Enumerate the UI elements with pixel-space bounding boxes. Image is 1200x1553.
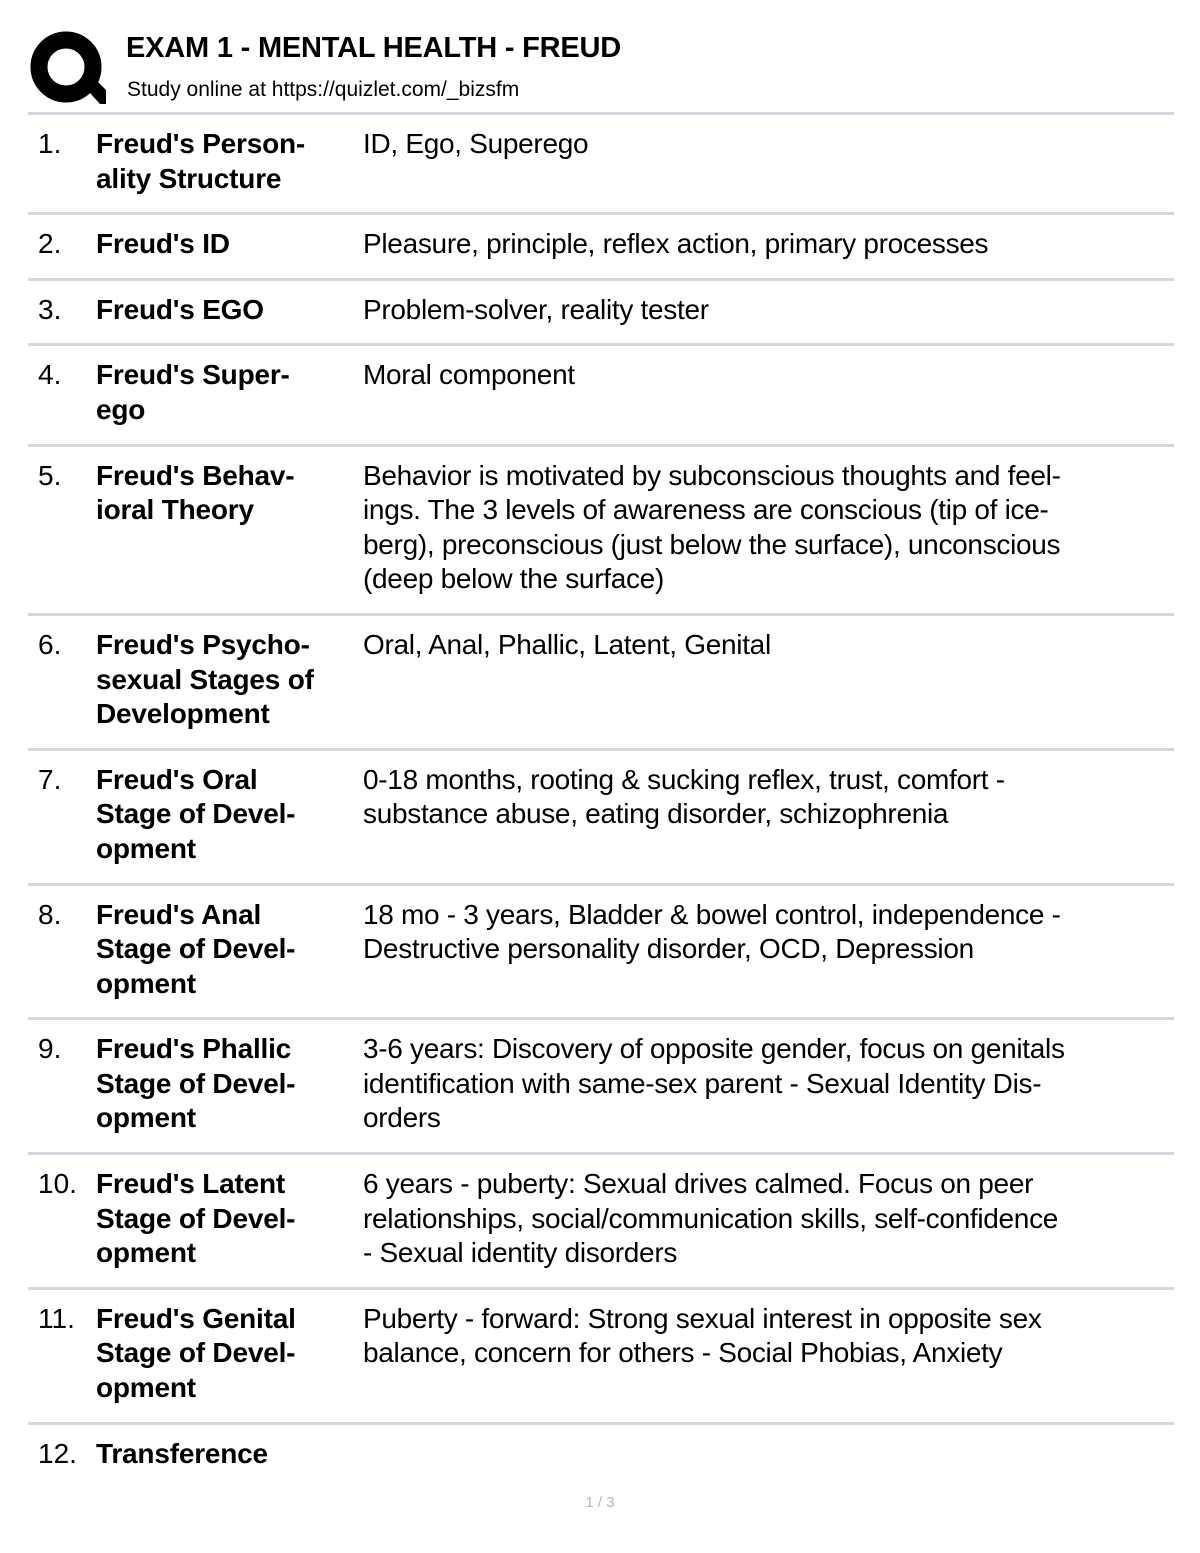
card-term: [96, 1167, 363, 1271]
card-term: [96, 1437, 363, 1472]
card-definition: Problem-solver, reality tester: [363, 293, 709, 325]
card-term-line: Freud's ID: [96, 228, 230, 260]
card-term: [96, 459, 363, 597]
card-definition-line: ings. The 3 levels of awareness are conscious (tip of ice-: [363, 494, 1049, 526]
card-definition: Moral component: [363, 359, 575, 391]
card-term-line: Stage of Devel-: [96, 1202, 296, 1234]
card-definition-line: Behavior is motivated by subconscious thoughts and feel-: [363, 459, 1061, 491]
card-term-line: Freud's Phallic: [96, 1033, 292, 1065]
card-number: 4.: [38, 359, 62, 391]
card-term-line: Freud's Oral: [96, 763, 258, 795]
card-definition-line: orders: [363, 1102, 441, 1134]
flashcard-row: [28, 1020, 1174, 1155]
card-term-line: Transference: [96, 1437, 268, 1469]
card-definition-line: - Sexual identity disorders: [363, 1237, 678, 1269]
card-number: 12.: [38, 1437, 77, 1469]
card-term: [96, 1032, 363, 1136]
card-definition: ID, Ego, Superego: [363, 128, 589, 159]
card-term: [96, 1302, 363, 1406]
card-term-line: Freud's EGO: [96, 293, 264, 325]
card-term-line: opment: [96, 1237, 196, 1269]
card-term-line: ality Structure: [96, 162, 282, 194]
card-number: 10.: [38, 1168, 77, 1200]
card-definition: Pleasure, principle, reflex action, primary processes: [363, 228, 989, 260]
card-definition: [363, 898, 1174, 1002]
card-term-line: Freud's Genital: [96, 1302, 296, 1334]
card-number: 6.: [38, 628, 62, 660]
flashcard-row: [28, 447, 1174, 616]
card-definition-line: Destructive personality disorder, OCD, Depression: [363, 933, 974, 965]
card-number: 11.: [38, 1302, 75, 1334]
card-number: 7.: [38, 763, 62, 795]
card-definition: [363, 1167, 1174, 1271]
card-term-line: Stage of Devel-: [96, 933, 296, 965]
card-term-line: sexual Stages of: [96, 663, 314, 695]
card-term: [96, 898, 363, 1002]
page-header: [28, 28, 1172, 108]
card-definition-line: 3-6 years: Discovery of opposite gender, focus on genitals: [363, 1033, 1065, 1065]
card-definition: [363, 763, 1174, 867]
card-term-line: Freud's Psycho-: [96, 628, 310, 660]
study-online-link[interactable]: Study online at https://quizlet.com/_bizsfm: [127, 78, 520, 101]
card-term: [96, 628, 363, 732]
card-term-line: Freud's Person-: [96, 128, 306, 159]
card-number: 5.: [38, 459, 62, 491]
quizlet-logo-icon: [30, 30, 106, 106]
card-term-line: Freud's Latent: [96, 1168, 285, 1200]
flashcard-row: [28, 346, 1174, 446]
card-definition-line: (deep below the surface): [363, 563, 664, 595]
flashcard-row: [28, 215, 1174, 281]
card-term-line: opment: [96, 1372, 196, 1404]
card-number: 1.: [38, 128, 62, 159]
card-definition: [363, 1302, 1174, 1406]
flashcard-row: [28, 751, 1174, 886]
card-term-line: Stage of Devel-: [96, 1337, 296, 1369]
card-definition: [363, 459, 1174, 597]
card-definition: [363, 1437, 1174, 1472]
flashcard-row: [28, 1155, 1174, 1290]
card-term-line: ioral Theory: [96, 494, 254, 526]
card-definition-line: berg), preconscious (just below the surface), unconscious: [363, 528, 1061, 560]
card-definition-line: substance abuse, eating disorder, schizophrenia: [363, 798, 949, 830]
flashcard-row: [28, 1425, 1174, 1488]
card-definition-line: Puberty - forward: Strong sexual interest in opposite sex: [363, 1302, 1042, 1334]
card-term-line: ego: [96, 393, 146, 425]
card-term-line: Development: [96, 698, 270, 730]
card-definition-line: relationships, social/communication skills, self-confidence: [363, 1202, 1059, 1234]
flashcard-row: [28, 281, 1174, 347]
card-definition-line: identification with same-sex parent - Sexual Identity Dis-: [363, 1067, 1042, 1099]
card-term: [96, 127, 363, 196]
flashcard-row: [28, 886, 1174, 1021]
card-term-line: Stage of Devel-: [96, 1067, 296, 1099]
card-term: [96, 227, 363, 262]
card-definition: Oral, Anal, Phallic, Latent, Genital: [363, 628, 771, 660]
card-term-line: Freud's Behav-: [96, 459, 295, 491]
card-term: [96, 763, 363, 867]
card-term-line: Freud's Super-: [96, 359, 290, 391]
card-term: [96, 358, 363, 427]
card-definition-line: balance, concern for others - Social Phobias, Anxiety: [363, 1337, 1003, 1369]
card-number: 3.: [38, 293, 62, 325]
flashcard-row: [28, 115, 1174, 215]
card-number: 8.: [38, 898, 62, 930]
card-number: 9.: [38, 1033, 62, 1065]
card-definition-line: 6 years - puberty: Sexual drives calmed. Focus on peer: [363, 1168, 1034, 1200]
card-definition-line: 18 mo - 3 years, Bladder & bowel control, independence -: [363, 898, 1061, 930]
flashcard-list: [28, 112, 1174, 1487]
card-term-line: opment: [96, 967, 196, 999]
card-term: [96, 293, 363, 328]
card-term-line: opment: [96, 832, 196, 864]
flashcard-row: [28, 1290, 1174, 1425]
card-term-line: Stage of Devel-: [96, 798, 296, 830]
card-term-line: Freud's Anal: [96, 898, 262, 930]
card-term-line: opment: [96, 1102, 196, 1134]
card-definition-line: 0-18 months, rooting & sucking reflex, trust, comfort -: [363, 763, 1005, 795]
page-number: 1 / 3: [585, 1494, 615, 1511]
card-number: 2.: [38, 228, 62, 260]
flashcard-row: [28, 616, 1174, 751]
page-title: EXAM 1 - MENTAL HEALTH - FREUD: [126, 32, 622, 64]
card-definition: [363, 1032, 1174, 1136]
